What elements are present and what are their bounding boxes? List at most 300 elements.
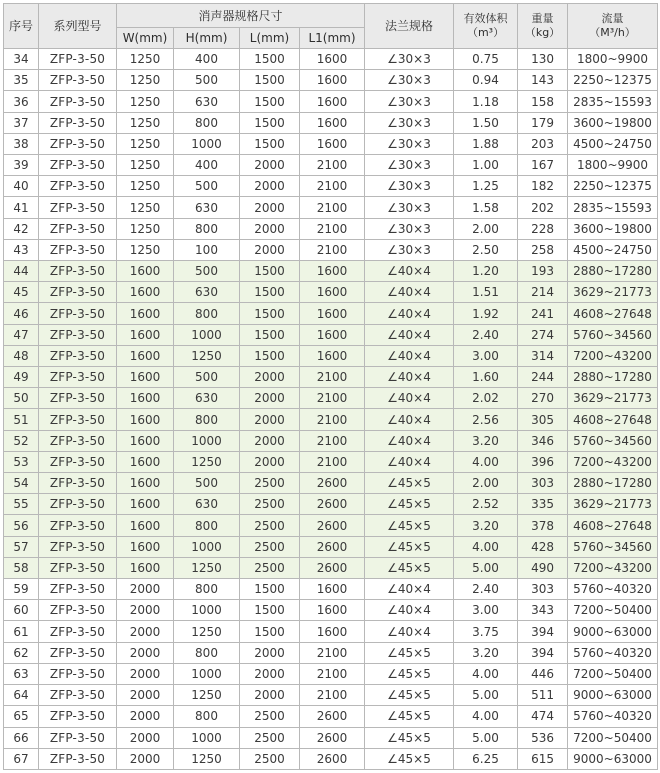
cell-volume: 2.56 — [454, 409, 518, 430]
cell-model: ZFP-3-50 — [39, 70, 117, 91]
cell-volume: 1.60 — [454, 367, 518, 388]
cell-volume: 1.25 — [454, 176, 518, 197]
cell-model: ZFP-3-50 — [39, 706, 117, 727]
cell-w: 1600 — [117, 557, 174, 578]
cell-volume: 2.00 — [454, 218, 518, 239]
header-weight-unit: （kg） — [524, 26, 561, 39]
cell-volume: 4.00 — [454, 536, 518, 557]
cell-seq: 48 — [4, 345, 39, 366]
cell-l1: 1600 — [300, 303, 365, 324]
cell-weight: 394 — [518, 621, 568, 642]
cell-l1: 2100 — [300, 388, 365, 409]
cell-seq: 62 — [4, 642, 39, 663]
cell-flow: 3629~21773 — [568, 282, 658, 303]
cell-l: 2000 — [240, 239, 300, 260]
cell-w: 1250 — [117, 197, 174, 218]
cell-model: ZFP-3-50 — [39, 515, 117, 536]
cell-l1: 2100 — [300, 367, 365, 388]
cell-weight: 511 — [518, 685, 568, 706]
cell-l1: 2100 — [300, 663, 365, 684]
cell-w: 1250 — [117, 112, 174, 133]
cell-flange: ∠30×3 — [365, 197, 454, 218]
cell-weight: 428 — [518, 536, 568, 557]
cell-model: ZFP-3-50 — [39, 112, 117, 133]
cell-flow: 5760~34560 — [568, 536, 658, 557]
cell-flange: ∠30×3 — [365, 112, 454, 133]
cell-w: 1600 — [117, 367, 174, 388]
cell-l1: 1600 — [300, 345, 365, 366]
cell-seq: 51 — [4, 409, 39, 430]
cell-model: ZFP-3-50 — [39, 91, 117, 112]
cell-seq: 40 — [4, 176, 39, 197]
cell-h: 630 — [174, 197, 240, 218]
cell-l1: 1600 — [300, 261, 365, 282]
table-row — [4, 706, 658, 727]
cell-flange: ∠30×3 — [365, 239, 454, 260]
cell-l: 2000 — [240, 409, 300, 430]
cell-l1: 2100 — [300, 685, 365, 706]
cell-h: 1000 — [174, 600, 240, 621]
cell-model: ZFP-3-50 — [39, 748, 117, 769]
cell-l: 2500 — [240, 494, 300, 515]
cell-weight: 396 — [518, 451, 568, 472]
cell-flow: 3600~19800 — [568, 218, 658, 239]
cell-flow: 4608~27648 — [568, 303, 658, 324]
cell-flow: 7200~50400 — [568, 727, 658, 748]
cell-l: 2000 — [240, 642, 300, 663]
cell-volume: 4.00 — [454, 451, 518, 472]
table-row — [4, 473, 658, 494]
cell-volume: 2.50 — [454, 239, 518, 260]
table-row — [4, 430, 658, 451]
cell-seq: 34 — [4, 49, 39, 70]
cell-h: 1000 — [174, 133, 240, 154]
header-l1: L1(mm) — [300, 28, 365, 49]
cell-flow: 7200~50400 — [568, 600, 658, 621]
cell-l1: 2100 — [300, 197, 365, 218]
cell-volume: 1.88 — [454, 133, 518, 154]
cell-weight: 270 — [518, 388, 568, 409]
cell-flange: ∠30×3 — [365, 176, 454, 197]
cell-volume: 3.00 — [454, 600, 518, 621]
cell-model: ZFP-3-50 — [39, 557, 117, 578]
cell-seq: 38 — [4, 133, 39, 154]
cell-l: 1500 — [240, 70, 300, 91]
cell-volume: 1.51 — [454, 282, 518, 303]
cell-seq: 46 — [4, 303, 39, 324]
cell-weight: 303 — [518, 473, 568, 494]
cell-seq: 60 — [4, 600, 39, 621]
cell-seq: 65 — [4, 706, 39, 727]
cell-w: 1250 — [117, 49, 174, 70]
cell-flow: 5760~34560 — [568, 324, 658, 345]
cell-flange: ∠40×4 — [365, 367, 454, 388]
cell-l: 1500 — [240, 282, 300, 303]
cell-weight: 143 — [518, 70, 568, 91]
cell-flow: 2250~12375 — [568, 70, 658, 91]
table-row — [4, 112, 658, 133]
table-row — [4, 451, 658, 472]
cell-weight: 305 — [518, 409, 568, 430]
cell-weight: 158 — [518, 91, 568, 112]
cell-seq: 61 — [4, 621, 39, 642]
cell-flange: ∠30×3 — [365, 218, 454, 239]
cell-l1: 2600 — [300, 748, 365, 769]
table-row — [4, 663, 658, 684]
cell-model: ZFP-3-50 — [39, 536, 117, 557]
cell-volume: 4.00 — [454, 663, 518, 684]
cell-seq: 44 — [4, 261, 39, 282]
cell-flange: ∠30×3 — [365, 155, 454, 176]
cell-h: 1000 — [174, 324, 240, 345]
cell-seq: 42 — [4, 218, 39, 239]
cell-h: 500 — [174, 261, 240, 282]
cell-model: ZFP-3-50 — [39, 49, 117, 70]
cell-l1: 1600 — [300, 70, 365, 91]
cell-volume: 2.40 — [454, 579, 518, 600]
cell-l1: 1600 — [300, 600, 365, 621]
cell-volume: 3.20 — [454, 430, 518, 451]
cell-flow: 7200~43200 — [568, 345, 658, 366]
table-row — [4, 91, 658, 112]
cell-l: 1500 — [240, 345, 300, 366]
cell-l: 2000 — [240, 218, 300, 239]
table-row — [4, 536, 658, 557]
cell-volume: 3.00 — [454, 345, 518, 366]
table-row — [4, 133, 658, 154]
cell-w: 2000 — [117, 579, 174, 600]
header-flow-unit: （M³/h） — [589, 26, 636, 39]
cell-seq: 36 — [4, 91, 39, 112]
cell-flow: 2835~15593 — [568, 197, 658, 218]
table-body — [4, 49, 658, 770]
cell-weight: 346 — [518, 430, 568, 451]
cell-model: ZFP-3-50 — [39, 621, 117, 642]
cell-flow: 7200~50400 — [568, 663, 658, 684]
cell-weight: 615 — [518, 748, 568, 769]
cell-l1: 2600 — [300, 473, 365, 494]
cell-flow: 7200~43200 — [568, 451, 658, 472]
cell-model: ZFP-3-50 — [39, 494, 117, 515]
cell-l: 2000 — [240, 430, 300, 451]
cell-volume: 1.00 — [454, 155, 518, 176]
table-row — [4, 261, 658, 282]
cell-l1: 2600 — [300, 536, 365, 557]
cell-weight: 314 — [518, 345, 568, 366]
cell-volume: 0.75 — [454, 49, 518, 70]
cell-h: 1000 — [174, 727, 240, 748]
cell-weight: 203 — [518, 133, 568, 154]
cell-flange: ∠45×5 — [365, 727, 454, 748]
table-row — [4, 218, 658, 239]
cell-l: 2000 — [240, 451, 300, 472]
header-weight-label: 重量 — [531, 12, 554, 25]
cell-weight: 214 — [518, 282, 568, 303]
header-l: L(mm) — [240, 28, 300, 49]
cell-model: ZFP-3-50 — [39, 388, 117, 409]
cell-seq: 53 — [4, 451, 39, 472]
cell-l: 1500 — [240, 579, 300, 600]
cell-volume: 5.00 — [454, 557, 518, 578]
cell-l1: 2100 — [300, 176, 365, 197]
cell-model: ZFP-3-50 — [39, 239, 117, 260]
cell-h: 100 — [174, 239, 240, 260]
cell-flow: 4500~24750 — [568, 239, 658, 260]
cell-w: 2000 — [117, 621, 174, 642]
cell-flange: ∠40×4 — [365, 282, 454, 303]
cell-w: 1600 — [117, 451, 174, 472]
cell-l: 1500 — [240, 324, 300, 345]
cell-w: 1600 — [117, 324, 174, 345]
cell-l: 1500 — [240, 133, 300, 154]
cell-w: 1600 — [117, 409, 174, 430]
cell-weight: 446 — [518, 663, 568, 684]
cell-flange: ∠30×3 — [365, 91, 454, 112]
header-seq: 序号 — [4, 4, 39, 49]
header-w: W(mm) — [117, 28, 174, 49]
cell-flow: 2880~17280 — [568, 473, 658, 494]
cell-w: 1600 — [117, 282, 174, 303]
cell-model: ZFP-3-50 — [39, 133, 117, 154]
cell-flow: 4500~24750 — [568, 133, 658, 154]
cell-l1: 2600 — [300, 706, 365, 727]
header-volume-label: 有效体积 — [463, 12, 508, 25]
cell-w: 2000 — [117, 748, 174, 769]
cell-seq: 66 — [4, 727, 39, 748]
cell-h: 800 — [174, 409, 240, 430]
cell-flange: ∠45×5 — [365, 515, 454, 536]
cell-l1: 2100 — [300, 430, 365, 451]
cell-model: ZFP-3-50 — [39, 197, 117, 218]
cell-l1: 2100 — [300, 451, 365, 472]
table-row — [4, 49, 658, 70]
table-row — [4, 748, 658, 769]
cell-model: ZFP-3-50 — [39, 218, 117, 239]
cell-flow: 2880~17280 — [568, 261, 658, 282]
cell-h: 1250 — [174, 621, 240, 642]
cell-l1: 1600 — [300, 91, 365, 112]
cell-weight: 193 — [518, 261, 568, 282]
table-row — [4, 494, 658, 515]
cell-h: 1250 — [174, 451, 240, 472]
cell-seq: 64 — [4, 685, 39, 706]
table-row — [4, 345, 658, 366]
cell-flow: 2250~12375 — [568, 176, 658, 197]
cell-seq: 45 — [4, 282, 39, 303]
cell-l1: 2100 — [300, 218, 365, 239]
cell-flange: ∠40×4 — [365, 579, 454, 600]
cell-l: 2500 — [240, 727, 300, 748]
table-row — [4, 155, 658, 176]
table-row — [4, 685, 658, 706]
table-row — [4, 557, 658, 578]
cell-h: 630 — [174, 282, 240, 303]
cell-h: 800 — [174, 303, 240, 324]
header-h: H(mm) — [174, 28, 240, 49]
cell-l: 2500 — [240, 557, 300, 578]
cell-flange: ∠45×5 — [365, 473, 454, 494]
cell-weight: 179 — [518, 112, 568, 133]
cell-volume: 2.40 — [454, 324, 518, 345]
cell-flow: 4608~27648 — [568, 515, 658, 536]
cell-w: 2000 — [117, 642, 174, 663]
cell-w: 1600 — [117, 345, 174, 366]
cell-w: 2000 — [117, 706, 174, 727]
cell-weight: 490 — [518, 557, 568, 578]
cell-l: 2000 — [240, 388, 300, 409]
cell-w: 2000 — [117, 727, 174, 748]
cell-l: 1500 — [240, 600, 300, 621]
cell-flow: 5760~34560 — [568, 430, 658, 451]
cell-volume: 1.18 — [454, 91, 518, 112]
table-header — [4, 4, 658, 49]
cell-l: 2000 — [240, 197, 300, 218]
cell-seq: 41 — [4, 197, 39, 218]
cell-weight: 258 — [518, 239, 568, 260]
cell-flange: ∠45×5 — [365, 663, 454, 684]
cell-l: 1500 — [240, 303, 300, 324]
cell-volume: 6.25 — [454, 748, 518, 769]
cell-l1: 1600 — [300, 112, 365, 133]
table-row — [4, 70, 658, 91]
cell-l1: 1600 — [300, 579, 365, 600]
header-dims-group: 消声器规格尺寸 — [117, 4, 365, 28]
cell-l1: 2600 — [300, 515, 365, 536]
cell-seq: 54 — [4, 473, 39, 494]
table-row — [4, 367, 658, 388]
cell-weight: 274 — [518, 324, 568, 345]
cell-seq: 63 — [4, 663, 39, 684]
cell-volume: 1.50 — [454, 112, 518, 133]
header-model: 系列型号 — [39, 4, 117, 49]
cell-h: 800 — [174, 642, 240, 663]
cell-model: ZFP-3-50 — [39, 282, 117, 303]
cell-h: 800 — [174, 706, 240, 727]
table-row — [4, 409, 658, 430]
cell-model: ZFP-3-50 — [39, 451, 117, 472]
cell-flange: ∠45×5 — [365, 685, 454, 706]
cell-weight: 130 — [518, 49, 568, 70]
cell-volume: 0.94 — [454, 70, 518, 91]
cell-weight: 228 — [518, 218, 568, 239]
header-flange: 法兰规格 — [365, 4, 454, 49]
cell-weight: 244 — [518, 367, 568, 388]
cell-volume: 4.00 — [454, 706, 518, 727]
cell-flow: 3600~19800 — [568, 112, 658, 133]
cell-flow: 3629~21773 — [568, 494, 658, 515]
cell-model: ZFP-3-50 — [39, 303, 117, 324]
cell-volume: 2.02 — [454, 388, 518, 409]
table-row — [4, 303, 658, 324]
cell-flange: ∠30×3 — [365, 49, 454, 70]
table-row — [4, 388, 658, 409]
cell-flange: ∠40×4 — [365, 600, 454, 621]
cell-l: 2000 — [240, 155, 300, 176]
cell-volume: 2.00 — [454, 473, 518, 494]
cell-flange: ∠30×3 — [365, 133, 454, 154]
cell-flow: 2880~17280 — [568, 367, 658, 388]
table-row — [4, 176, 658, 197]
cell-flange: ∠30×3 — [365, 70, 454, 91]
cell-weight: 536 — [518, 727, 568, 748]
cell-h: 1250 — [174, 557, 240, 578]
cell-l: 2500 — [240, 536, 300, 557]
cell-h: 500 — [174, 367, 240, 388]
table-row — [4, 600, 658, 621]
cell-h: 1250 — [174, 345, 240, 366]
cell-l: 2500 — [240, 706, 300, 727]
cell-flange: ∠45×5 — [365, 642, 454, 663]
cell-w: 1600 — [117, 430, 174, 451]
cell-l1: 1600 — [300, 133, 365, 154]
cell-w: 1600 — [117, 515, 174, 536]
cell-w: 1600 — [117, 473, 174, 494]
cell-seq: 67 — [4, 748, 39, 769]
cell-weight: 182 — [518, 176, 568, 197]
cell-weight: 343 — [518, 600, 568, 621]
cell-model: ZFP-3-50 — [39, 600, 117, 621]
cell-flange: ∠40×4 — [365, 409, 454, 430]
cell-l1: 2100 — [300, 642, 365, 663]
cell-flow: 7200~43200 — [568, 557, 658, 578]
cell-volume: 1.20 — [454, 261, 518, 282]
table-row — [4, 197, 658, 218]
cell-flow: 1800~9900 — [568, 155, 658, 176]
cell-flange: ∠40×4 — [365, 324, 454, 345]
cell-flow: 2835~15593 — [568, 91, 658, 112]
cell-seq: 57 — [4, 536, 39, 557]
cell-volume: 3.20 — [454, 642, 518, 663]
cell-l: 2500 — [240, 473, 300, 494]
cell-seq: 35 — [4, 70, 39, 91]
cell-flow: 9000~63000 — [568, 748, 658, 769]
cell-w: 1250 — [117, 70, 174, 91]
cell-flange: ∠40×4 — [365, 430, 454, 451]
cell-h: 630 — [174, 388, 240, 409]
spec-table — [3, 3, 658, 770]
cell-weight: 303 — [518, 579, 568, 600]
table-row — [4, 642, 658, 663]
cell-l: 1500 — [240, 91, 300, 112]
cell-l: 1500 — [240, 112, 300, 133]
cell-l: 2000 — [240, 367, 300, 388]
cell-volume: 5.00 — [454, 727, 518, 748]
cell-w: 2000 — [117, 685, 174, 706]
cell-seq: 59 — [4, 579, 39, 600]
cell-volume: 3.75 — [454, 621, 518, 642]
cell-seq: 37 — [4, 112, 39, 133]
cell-model: ZFP-3-50 — [39, 409, 117, 430]
cell-model: ZFP-3-50 — [39, 176, 117, 197]
cell-h: 630 — [174, 91, 240, 112]
cell-l1: 2100 — [300, 155, 365, 176]
cell-model: ZFP-3-50 — [39, 473, 117, 494]
cell-l: 1500 — [240, 621, 300, 642]
cell-seq: 55 — [4, 494, 39, 515]
cell-flange: ∠45×5 — [365, 748, 454, 769]
cell-flow: 5760~40320 — [568, 706, 658, 727]
cell-flow: 9000~63000 — [568, 621, 658, 642]
cell-flange: ∠45×5 — [365, 536, 454, 557]
cell-model: ZFP-3-50 — [39, 367, 117, 388]
cell-flow: 9000~63000 — [568, 685, 658, 706]
cell-flange: ∠40×4 — [365, 451, 454, 472]
table-row — [4, 515, 658, 536]
cell-h: 800 — [174, 515, 240, 536]
cell-w: 2000 — [117, 663, 174, 684]
cell-h: 800 — [174, 579, 240, 600]
cell-h: 500 — [174, 70, 240, 91]
